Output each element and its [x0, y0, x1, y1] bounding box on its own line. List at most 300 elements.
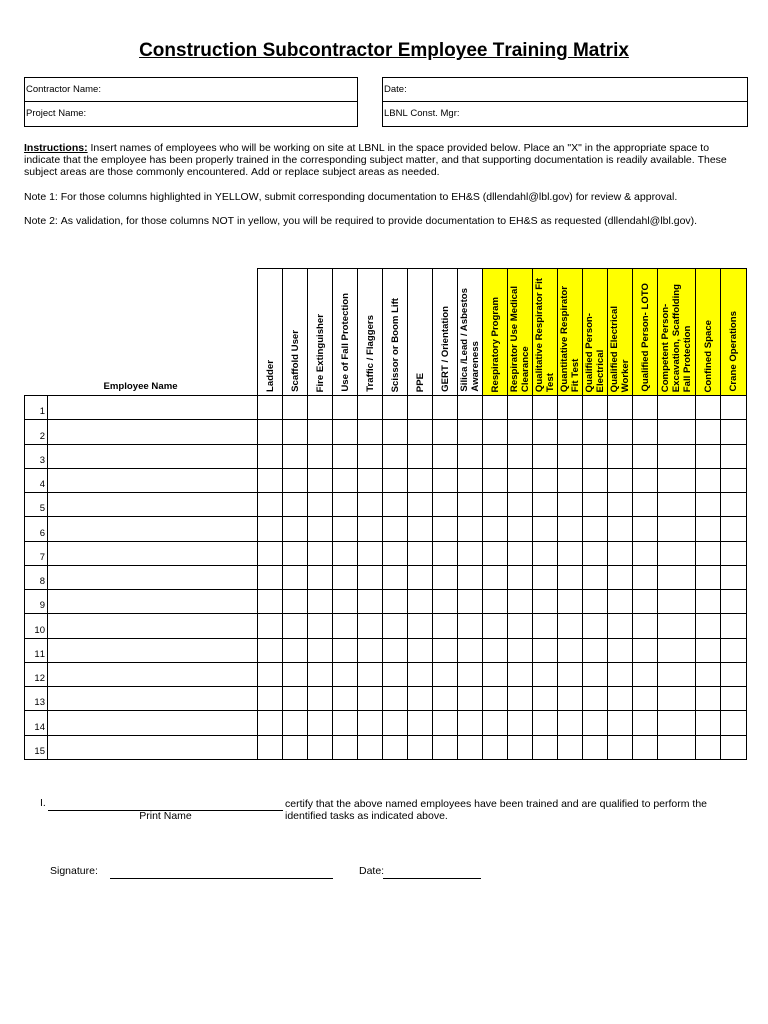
- training-cell: [558, 493, 583, 517]
- training-cell: [533, 639, 558, 663]
- training-cell: [258, 542, 283, 566]
- training-cell: [458, 566, 483, 590]
- training-cell: [433, 396, 458, 420]
- training-cell: [658, 614, 696, 638]
- training-cell: [696, 396, 721, 420]
- note-1: Note 1: For those columns highlighted in YELLOW, submit corresponding documentation to EH&S (dllendahl@lbl.gov) for review & approval.: [24, 191, 678, 203]
- instructions: [24, 142, 737, 178]
- training-cell: [483, 396, 508, 420]
- column-header-traffic-flaggers: [358, 268, 383, 396]
- training-cell: [283, 542, 308, 566]
- training-cell: [633, 517, 658, 541]
- training-cell: [283, 590, 308, 614]
- training-cell: [633, 639, 658, 663]
- row-number: 4: [24, 469, 48, 493]
- column-header-respiratory-program: [483, 268, 508, 396]
- training-cell: [583, 396, 608, 420]
- training-cell: [308, 614, 333, 638]
- training-cell: [696, 614, 721, 638]
- training-cell: [583, 736, 608, 760]
- training-cell: [333, 469, 358, 493]
- row-number: 2: [24, 420, 48, 444]
- column-header-label: Qualified Person- LOTO: [639, 283, 651, 392]
- signature-date-line: [383, 878, 481, 879]
- training-cell: [508, 590, 533, 614]
- training-cell: [308, 711, 333, 735]
- training-cell: [433, 590, 458, 614]
- column-header-ladder: [258, 268, 283, 396]
- training-cell: [483, 590, 508, 614]
- training-cell: [583, 493, 608, 517]
- training-cell: [383, 396, 408, 420]
- training-cell: [558, 639, 583, 663]
- training-cell: [608, 614, 633, 638]
- training-cell: [533, 711, 558, 735]
- training-cell: [333, 639, 358, 663]
- training-cell: [333, 687, 358, 711]
- training-cell: [608, 542, 633, 566]
- training-cell: [333, 420, 358, 444]
- column-header-use-of-fall-protection: [333, 268, 358, 396]
- training-cell: [533, 663, 558, 687]
- training-cell: [608, 663, 633, 687]
- training-cell: [508, 445, 533, 469]
- training-cell: [633, 663, 658, 687]
- training-cell: [533, 590, 558, 614]
- training-cell: [658, 542, 696, 566]
- row-number: 7: [24, 542, 48, 566]
- training-cell: [433, 420, 458, 444]
- training-cell: [333, 663, 358, 687]
- training-cell: [483, 420, 508, 444]
- training-cell: [383, 663, 408, 687]
- column-header-label: Respirator Use Medical Clearance: [509, 285, 531, 392]
- training-cell: [433, 711, 458, 735]
- column-header-label: GERT / Orientation: [439, 306, 451, 392]
- training-cell: [483, 493, 508, 517]
- training-cell: [483, 445, 508, 469]
- training-cell: [583, 445, 608, 469]
- signature-label: Signature:: [50, 865, 98, 877]
- training-cell: [721, 469, 747, 493]
- training-cell: [458, 493, 483, 517]
- training-cell: [658, 445, 696, 469]
- training-cell: [283, 566, 308, 590]
- training-cell: [658, 396, 696, 420]
- training-cell: [633, 614, 658, 638]
- training-cell: [308, 736, 333, 760]
- training-cell: [558, 420, 583, 444]
- training-cell: [283, 517, 308, 541]
- column-header-label: Fire Extinguisher: [314, 313, 326, 392]
- training-cell: [458, 517, 483, 541]
- training-cell: [383, 445, 408, 469]
- training-cell: [408, 396, 433, 420]
- training-cell: [358, 445, 383, 469]
- column-header-confined-space: [696, 268, 721, 396]
- date-field: [383, 78, 747, 102]
- column-header-quantitative-respirator-fit-test: [558, 268, 583, 396]
- training-cell: [583, 711, 608, 735]
- training-cell: [533, 517, 558, 541]
- column-header-label: Scaffold User: [289, 330, 301, 392]
- training-cell: [483, 639, 508, 663]
- training-cell: [533, 566, 558, 590]
- training-cell: [358, 639, 383, 663]
- lbnl-const-mgr-label: LBNL Const. Mgr:: [384, 108, 460, 119]
- training-cell: [721, 493, 747, 517]
- training-cell: [258, 736, 283, 760]
- training-cell: [533, 614, 558, 638]
- training-cell: [458, 663, 483, 687]
- date-manager-box: [382, 77, 748, 127]
- column-header-ppe: [408, 268, 433, 396]
- training-cell: [721, 711, 747, 735]
- training-cell: [583, 663, 608, 687]
- training-cell: [408, 711, 433, 735]
- training-cell: [433, 542, 458, 566]
- training-cell: [333, 517, 358, 541]
- training-cell: [358, 663, 383, 687]
- training-cell: [308, 566, 333, 590]
- training-cell: [508, 542, 533, 566]
- training-cell: [408, 445, 433, 469]
- training-cell: [558, 542, 583, 566]
- column-header-label: Respiratory Program: [489, 296, 501, 392]
- training-cell: [408, 493, 433, 517]
- training-cell: [583, 517, 608, 541]
- training-cell: [558, 566, 583, 590]
- training-cell: [508, 711, 533, 735]
- training-cell: [408, 420, 433, 444]
- employee-name-cell: [48, 614, 258, 638]
- training-cell: [658, 590, 696, 614]
- training-cell: [383, 517, 408, 541]
- employee-name-cell: [48, 566, 258, 590]
- training-cell: [308, 663, 333, 687]
- training-cell: [358, 396, 383, 420]
- training-cell: [696, 493, 721, 517]
- training-cell: [333, 445, 358, 469]
- instructions-text: Insert names of employees who will be working on site at LBNL in the space provided below. Place an "X" in the appropriate space to indicate that the employee has been properly trained in the corresponding subject matter, and that supporting documentation is readily available. These subject areas are those commonly encountered. Add or replace subject areas as needed.: [24, 142, 727, 178]
- training-cell: [383, 639, 408, 663]
- row-number: 5: [24, 493, 48, 517]
- training-cell: [383, 590, 408, 614]
- column-header-label: Scissor or Boom Lift: [389, 297, 401, 392]
- training-cell: [408, 469, 433, 493]
- print-name-label: Print Name: [139, 810, 192, 822]
- instructions-label: Instructions:: [24, 142, 88, 154]
- training-cell: [383, 736, 408, 760]
- training-cell: [383, 542, 408, 566]
- training-cell: [408, 639, 433, 663]
- training-cell: [358, 590, 383, 614]
- training-cell: [533, 445, 558, 469]
- column-header-crane-operations: [721, 268, 747, 396]
- training-cell: [283, 493, 308, 517]
- training-cell: [696, 566, 721, 590]
- signature-line: [110, 878, 333, 879]
- column-header-scissor-or-boom-lift: [383, 268, 408, 396]
- training-cell: [258, 469, 283, 493]
- training-cell: [658, 736, 696, 760]
- training-cell: [583, 590, 608, 614]
- training-cell: [721, 396, 747, 420]
- training-cell: [358, 736, 383, 760]
- training-cell: [458, 736, 483, 760]
- training-cell: [533, 420, 558, 444]
- training-cell: [508, 566, 533, 590]
- column-header-label: Ladder: [264, 360, 276, 392]
- training-cell: [696, 517, 721, 541]
- training-cell: [333, 736, 358, 760]
- training-cell: [358, 711, 383, 735]
- training-cell: [258, 711, 283, 735]
- training-cell: [508, 639, 533, 663]
- column-header-competent-person-excavation-scaffolding-fall-protection: [658, 268, 696, 396]
- certification-statement: certify that the above named employees have been trained and are qualified to perform the identified tasks as indicated above.: [285, 798, 708, 822]
- column-header-qualified-person-electrical: [583, 268, 608, 396]
- training-cell: [558, 469, 583, 493]
- training-cell: [721, 736, 747, 760]
- row-number: 9: [24, 590, 48, 614]
- training-cell: [608, 396, 633, 420]
- column-header-label: Crane Operations: [728, 311, 739, 392]
- training-cell: [483, 542, 508, 566]
- training-cell: [358, 420, 383, 444]
- training-cell: [483, 566, 508, 590]
- training-cell: [333, 493, 358, 517]
- training-cell: [433, 493, 458, 517]
- training-cell: [508, 469, 533, 493]
- training-cell: [483, 687, 508, 711]
- training-cell: [658, 663, 696, 687]
- training-cell: [721, 517, 747, 541]
- training-cell: [721, 687, 747, 711]
- row-number: 10: [24, 614, 48, 638]
- training-cell: [358, 469, 383, 493]
- employee-name-cell: [48, 711, 258, 735]
- row-number: 1: [24, 396, 48, 420]
- column-header-label: Qualitative Respirator Fit Test: [534, 277, 556, 392]
- column-header-scaffold-user: [283, 268, 308, 396]
- training-cell: [608, 687, 633, 711]
- training-cell: [283, 687, 308, 711]
- column-header-label: Qualified Person- Electrical: [584, 312, 606, 392]
- training-cell: [483, 711, 508, 735]
- training-cell: [508, 517, 533, 541]
- training-cell: [633, 542, 658, 566]
- training-cell: [308, 469, 333, 493]
- column-header-label: Qualified Electrical Worker: [609, 305, 631, 392]
- row-number: 12: [24, 663, 48, 687]
- training-cell: [608, 590, 633, 614]
- contractor-name-label: Contractor Name:: [26, 84, 101, 95]
- training-cell: [696, 639, 721, 663]
- training-cell: [283, 711, 308, 735]
- training-cell: [308, 396, 333, 420]
- training-cell: [258, 445, 283, 469]
- training-cell: [721, 566, 747, 590]
- training-cell: [458, 614, 483, 638]
- date-label: Date:: [384, 84, 407, 95]
- training-cell: [633, 445, 658, 469]
- training-cell: [258, 663, 283, 687]
- training-cell: [721, 445, 747, 469]
- employee-name-cell: [48, 663, 258, 687]
- training-cell: [583, 614, 608, 638]
- training-cell: [383, 614, 408, 638]
- training-cell: [383, 469, 408, 493]
- column-header-label: Confined Space: [702, 319, 714, 392]
- training-cell: [658, 639, 696, 663]
- training-cell: [721, 590, 747, 614]
- training-cell: [508, 614, 533, 638]
- column-header-qualified-person-loto: [633, 268, 658, 396]
- training-cell: [283, 396, 308, 420]
- lbnl-const-mgr-field: [383, 102, 747, 126]
- training-cell: [283, 736, 308, 760]
- training-cell: [483, 517, 508, 541]
- training-cell: [458, 639, 483, 663]
- training-cell: [721, 639, 747, 663]
- training-cell: [433, 614, 458, 638]
- training-cell: [458, 542, 483, 566]
- training-cell: [583, 542, 608, 566]
- training-cell: [283, 445, 308, 469]
- training-cell: [333, 542, 358, 566]
- training-cell: [696, 590, 721, 614]
- employee-name-cell: [48, 493, 258, 517]
- training-cell: [258, 517, 283, 541]
- training-cell: [696, 736, 721, 760]
- training-cell: [258, 590, 283, 614]
- column-header-label: Silica /Lead / Asbestos Awareness: [459, 288, 481, 392]
- training-cell: [658, 420, 696, 444]
- training-cell: [608, 736, 633, 760]
- training-cell: [633, 469, 658, 493]
- training-cell: [283, 663, 308, 687]
- training-cell: [533, 493, 558, 517]
- training-cell: [433, 566, 458, 590]
- training-cell: [483, 663, 508, 687]
- training-cell: [658, 493, 696, 517]
- training-cell: [408, 614, 433, 638]
- row-number: 8: [24, 566, 48, 590]
- training-cell: [633, 396, 658, 420]
- training-cell: [583, 420, 608, 444]
- training-cell: [258, 420, 283, 444]
- training-cell: [558, 736, 583, 760]
- training-cell: [583, 566, 608, 590]
- row-number: 13: [24, 687, 48, 711]
- training-cell: [408, 566, 433, 590]
- training-cell: [608, 493, 633, 517]
- training-cell: [333, 614, 358, 638]
- employee-name-cell: [48, 420, 258, 444]
- training-cell: [658, 517, 696, 541]
- row-number: 11: [24, 639, 48, 663]
- training-cell: [583, 469, 608, 493]
- training-cell: [308, 542, 333, 566]
- training-cell: [608, 566, 633, 590]
- training-cell: [696, 542, 721, 566]
- training-cell: [358, 517, 383, 541]
- training-cell: [458, 590, 483, 614]
- training-cell: [458, 687, 483, 711]
- training-cell: [633, 420, 658, 444]
- training-cell: [633, 590, 658, 614]
- training-cell: [433, 639, 458, 663]
- column-header-fire-extinguisher: [308, 268, 333, 396]
- training-cell: [608, 711, 633, 735]
- training-cell: [721, 663, 747, 687]
- employee-name-cell: [48, 445, 258, 469]
- training-cell: [283, 614, 308, 638]
- training-cell: [558, 711, 583, 735]
- training-cell: [383, 420, 408, 444]
- training-cell: [308, 687, 333, 711]
- training-cell: [658, 711, 696, 735]
- project-name-label: Project Name:: [26, 108, 87, 119]
- signature-date-label: Date:: [359, 865, 385, 877]
- training-cell: [633, 566, 658, 590]
- training-cell: [558, 396, 583, 420]
- training-cell: [508, 420, 533, 444]
- training-cell: [458, 396, 483, 420]
- employee-name-cell: [48, 517, 258, 541]
- training-cell: [408, 517, 433, 541]
- training-cell: [258, 639, 283, 663]
- training-cell: [696, 687, 721, 711]
- training-cell: [358, 542, 383, 566]
- training-cell: [383, 711, 408, 735]
- training-cell: [483, 469, 508, 493]
- training-cell: [258, 396, 283, 420]
- training-cell: [721, 614, 747, 638]
- training-cell: [533, 396, 558, 420]
- contractor-name-field: [25, 78, 357, 102]
- training-cell: [308, 639, 333, 663]
- training-cell: [433, 517, 458, 541]
- row-number: 15: [24, 736, 48, 760]
- training-cell: [608, 445, 633, 469]
- column-header-qualified-electrical-worker: [608, 268, 633, 396]
- training-cell: [358, 566, 383, 590]
- training-cell: [658, 469, 696, 493]
- certification-prefix: I.: [40, 797, 46, 809]
- training-cell: [358, 493, 383, 517]
- column-header-label: Traffic / Flaggers: [364, 315, 376, 392]
- training-cell: [608, 420, 633, 444]
- training-cell: [658, 566, 696, 590]
- training-cell: [533, 687, 558, 711]
- training-cell: [308, 590, 333, 614]
- row-number: 14: [24, 711, 48, 735]
- training-cell: [408, 687, 433, 711]
- row-number: 3: [24, 445, 48, 469]
- training-cell: [558, 663, 583, 687]
- training-cell: [408, 663, 433, 687]
- training-cell: [283, 469, 308, 493]
- training-cell: [696, 445, 721, 469]
- training-cell: [358, 614, 383, 638]
- contractor-info-box: [24, 77, 358, 127]
- training-cell: [696, 469, 721, 493]
- training-cell: [696, 663, 721, 687]
- training-cell: [558, 445, 583, 469]
- training-cell: [508, 396, 533, 420]
